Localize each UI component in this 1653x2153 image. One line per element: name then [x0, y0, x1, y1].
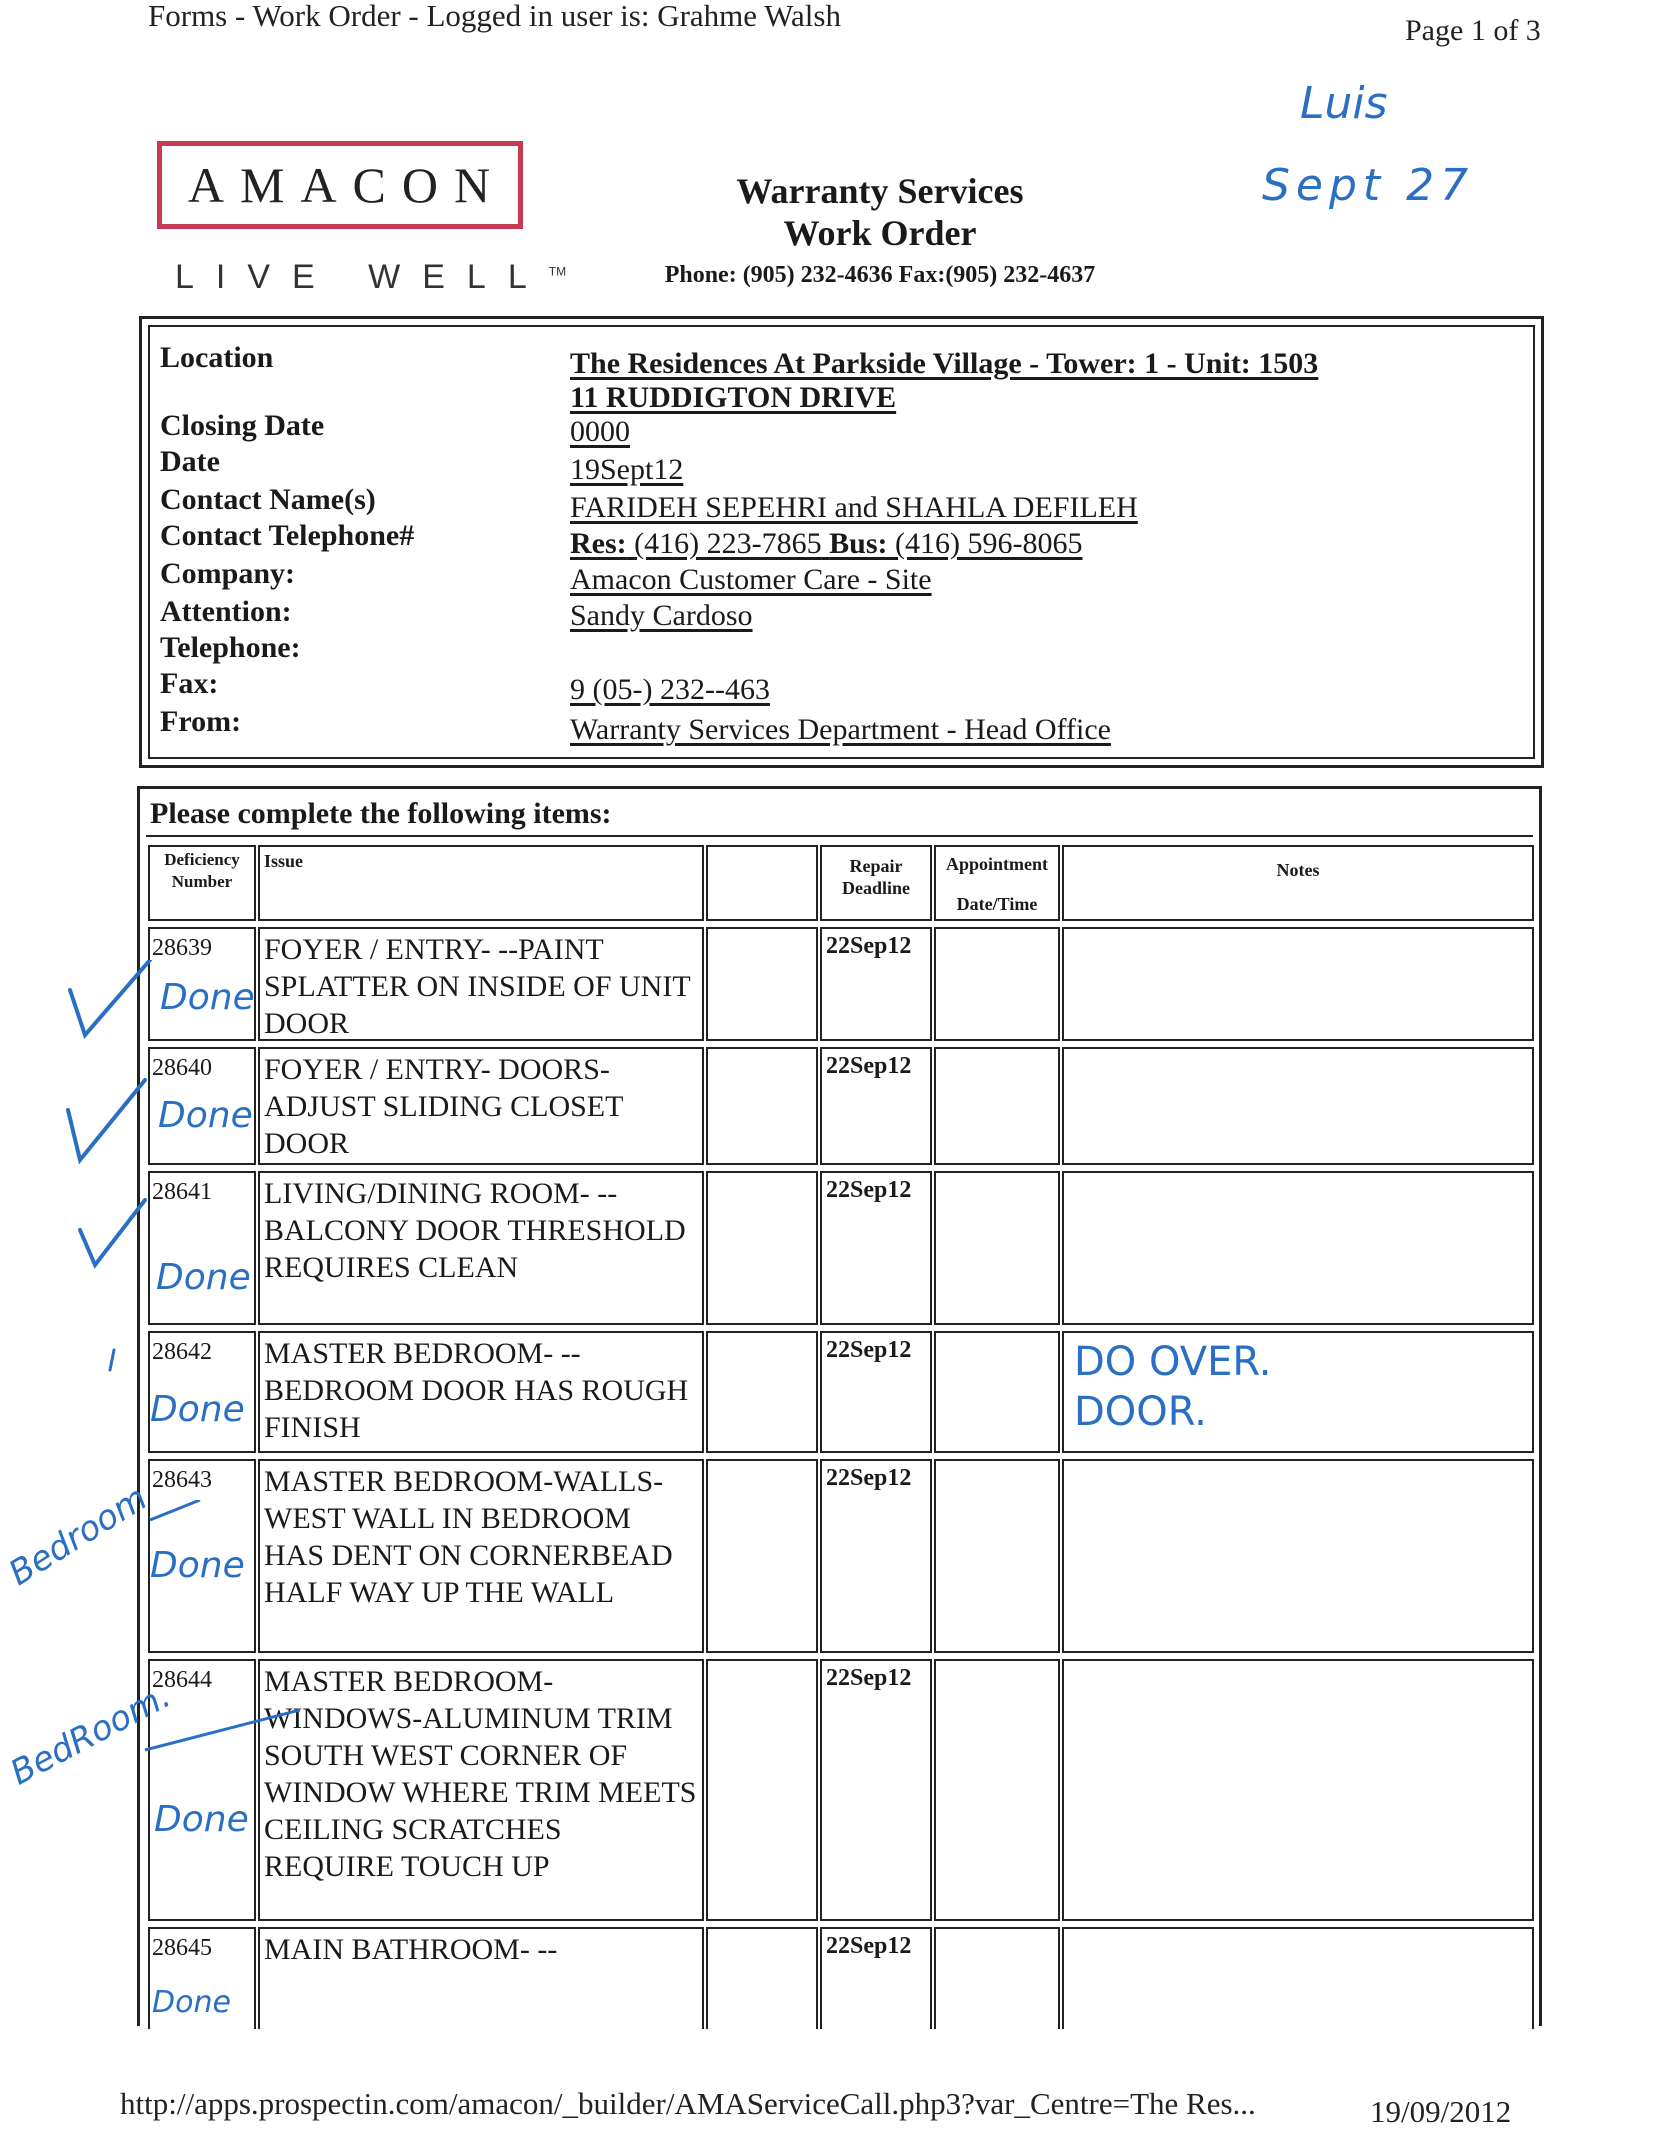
- handwritten-date: Sept 27: [1262, 160, 1475, 211]
- fax-value: 9 (05-) 232--463: [570, 673, 770, 706]
- table-row-blank: [706, 1927, 818, 2029]
- res-value: (416) 223-7865: [634, 527, 822, 560]
- table-row-blank: [706, 1171, 818, 1325]
- handwritten-done: Done: [154, 1799, 249, 1840]
- table-row-deadline: [820, 1659, 932, 1921]
- table-row-blank: [706, 1331, 818, 1453]
- logo-text: AMACON: [187, 157, 507, 213]
- contact-name-label: Contact Name(s): [160, 483, 376, 516]
- handwritten-done: Done: [150, 1545, 245, 1586]
- header-issue: [258, 845, 704, 921]
- table-row-notes: [1062, 1659, 1534, 1921]
- amacon-logo: [157, 141, 523, 229]
- table-row-notes: [1062, 1927, 1534, 2029]
- table-row-blank: [706, 1659, 818, 1921]
- table-row-notes: [1062, 927, 1534, 1041]
- table-row-deadline: [820, 1459, 932, 1653]
- repair-deadline: 22Sep12: [826, 1337, 912, 1363]
- repair-deadline: 22Sep12: [826, 933, 912, 959]
- telephone-label: Telephone:: [160, 631, 301, 664]
- contact-phone-fax: Phone: (905) 232-4636 Fax:(905) 232-4637: [664, 262, 1096, 288]
- margin-note-bedroom-2: BedRoom.: [4, 1675, 178, 1794]
- header-deficiency-text: Deficiency Number: [164, 850, 240, 891]
- footer-url: http://apps.prospectin.com/amacon/_builder/AMAServiceCall.php3?var_Centre=The Res...: [120, 2086, 1256, 2121]
- contact-name-value: FARIDEH SEPEHRI and SHAHLA DEFILEH: [570, 491, 1138, 524]
- issue-text: MASTER BEDROOM- --BEDROOM DOOR HAS ROUGH FINISH: [264, 1337, 689, 1444]
- deficiency-items-box: [137, 786, 1542, 2026]
- table-row-appointment: [934, 1459, 1060, 1653]
- date-label: Date: [160, 445, 220, 478]
- page-number: Page 1 of 3: [1405, 14, 1541, 47]
- issue-text: MASTER BEDROOM-WALLS-WEST WALL IN BEDROOM HAS DENT ON CORNERBEAD HALF WAY UP THE WALL: [264, 1465, 673, 1609]
- issue-text: FOYER / ENTRY- --PAINT SPLATTER ON INSIDE OF UNIT DOOR: [264, 933, 691, 1040]
- table-row-appointment: [934, 1331, 1060, 1453]
- header-issue-text: Issue: [264, 851, 304, 871]
- work-order-info-box: [139, 316, 1544, 768]
- deficiency-number: 28639: [152, 935, 212, 961]
- attention-label: Attention:: [160, 595, 292, 628]
- repair-deadline: 22Sep12: [826, 1933, 912, 1959]
- table-row-notes: [1062, 1459, 1534, 1653]
- table-row-appointment: [934, 1171, 1060, 1325]
- bus-value: (416) 596-8065: [895, 527, 1083, 560]
- table-row-notes: [1062, 1171, 1534, 1325]
- table-row-issue: [258, 1459, 704, 1653]
- deficiency-number: 28644: [152, 1667, 212, 1693]
- table-row-appointment: [934, 1659, 1060, 1921]
- attention-value: Sandy Cardoso: [570, 599, 753, 632]
- table-row-issue: [258, 927, 704, 1041]
- table-row-blank: [706, 927, 818, 1041]
- table-row-appointment: [934, 1047, 1060, 1165]
- table-row-appointment: [934, 927, 1060, 1041]
- header-notes-text: Notes: [1276, 860, 1320, 880]
- info-inner-border: [148, 325, 1535, 759]
- footer-date: 19/09/2012: [1370, 2094, 1512, 2129]
- issue-text: MAIN BATHROOM- --: [264, 1933, 558, 1966]
- document-title: [560, 170, 1200, 289]
- fax-label: Fax:: [160, 667, 219, 700]
- res-label: Res:: [570, 527, 627, 560]
- table-row-appointment: [934, 1927, 1060, 2029]
- title-line-2: Work Order: [783, 213, 977, 253]
- repair-deadline: 22Sep12: [826, 1177, 912, 1203]
- table-row-deadline: [820, 1927, 932, 2029]
- handwritten-done: Done: [160, 977, 255, 1018]
- table-row-issue: [258, 1927, 704, 2029]
- logo-tagline: [175, 258, 566, 297]
- table-row-deadline: [820, 1171, 932, 1325]
- header-repair-text: Repair Deadline: [841, 856, 910, 898]
- browser-print-header: Forms - Work Order - Logged in user is: Grahme Walsh: [148, 0, 841, 33]
- header-blank: [706, 845, 818, 921]
- deficiency-number: 28640: [152, 1055, 212, 1081]
- handwritten-done: Done: [150, 1389, 245, 1430]
- repair-deadline: 22Sep12: [826, 1665, 912, 1691]
- date-value: 19Sept12: [570, 453, 684, 486]
- table-row-issue: [258, 1171, 704, 1325]
- company-value: Amacon Customer Care - Site: [570, 563, 932, 596]
- trademark-mark: TM: [548, 264, 567, 279]
- header-appointment-text: Appointment: [945, 854, 1048, 874]
- table-row-notes: [1062, 1047, 1534, 1165]
- deficiency-number: 28642: [152, 1339, 212, 1365]
- header-datetime-text: Date/Time: [956, 894, 1038, 914]
- table-row-deadline: [820, 1331, 932, 1453]
- issue-text: MASTER BEDROOM-WINDOWS-ALUMINUM TRIM SOUTH WEST CORNER OF WINDOW WHERE TRIM MEETS CEILING SCRATCHES REQUIRE TOUCH UP: [264, 1665, 697, 1883]
- handwritten-checkmarks-icon: [40, 960, 180, 1380]
- issue-text: FOYER / ENTRY- DOORS-ADJUST SLIDING CLOSET DOOR: [264, 1053, 623, 1160]
- title-line-1: Warranty Services: [736, 171, 1024, 211]
- table-row-issue: [258, 1047, 704, 1165]
- table-row-issue: [258, 1331, 704, 1453]
- deficiency-number: 28641: [152, 1179, 212, 1205]
- repair-deadline: 22Sep12: [826, 1465, 912, 1491]
- address-value: 11 RUDDIGTON DRIVE: [570, 381, 897, 414]
- deficiency-number: 28643: [152, 1467, 212, 1493]
- location-value: The Residences At Parkside Village - Tower: 1 - Unit: 1503: [570, 347, 1319, 380]
- table-row-blank: [706, 1459, 818, 1653]
- from-value: Warranty Services Department - Head Office: [570, 713, 1111, 746]
- table-row-blank: [706, 1047, 818, 1165]
- handwritten-done: Done: [156, 1257, 251, 1298]
- contact-telephone-value: [570, 527, 1082, 561]
- handwritten-done: Done: [158, 1095, 253, 1136]
- table-row-deadline: [820, 927, 932, 1041]
- closing-date-value: 0000: [570, 415, 630, 448]
- header-appointment: [934, 845, 1060, 921]
- handwritten-note: DO OVER. DOOR.: [1074, 1339, 1272, 1435]
- location-label: Location: [160, 341, 274, 374]
- from-label: From:: [160, 705, 242, 738]
- title-divider: [146, 835, 1533, 837]
- repair-deadline: 22Sep12: [826, 1053, 912, 1079]
- margin-arrow-lines-icon: [60, 1500, 300, 1780]
- handwritten-done: Done: [152, 1985, 231, 2020]
- table-row-notes: [1062, 1331, 1534, 1453]
- header-notes: [1062, 845, 1534, 921]
- margin-note-bedroom: Bedroom: [2, 1478, 155, 1594]
- contact-telephone-label: Contact Telephone#: [160, 519, 415, 552]
- table-row-deadline: [820, 1047, 932, 1165]
- issue-text: LIVING/DINING ROOM- --BALCONY DOOR THRESHOLD REQUIRES CLEAN: [264, 1177, 686, 1284]
- company-label: Company:: [160, 557, 296, 590]
- tagline-text: LIVE WELL: [175, 258, 549, 296]
- header-deficiency-number: [148, 845, 256, 921]
- header-repair-deadline: [820, 845, 932, 921]
- closing-date-label: Closing Date: [160, 409, 325, 442]
- bus-label: Bus:: [829, 527, 888, 560]
- table-row-issue: [258, 1659, 704, 1921]
- items-title: Please complete the following items:: [150, 797, 612, 830]
- deficiency-number: 28645: [152, 1935, 212, 1961]
- handwritten-name: Luis: [1300, 78, 1388, 129]
